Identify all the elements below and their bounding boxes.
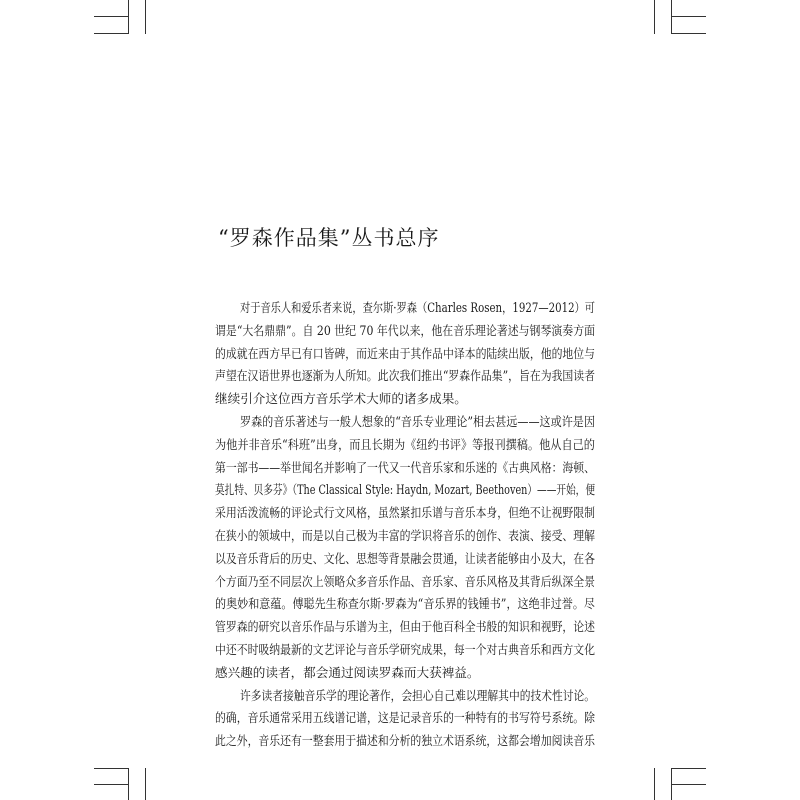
crop-mark-top-left-horizontal-inner: [94, 33, 128, 34]
text-line: 管罗森的研究以音乐作品与乐谱为主，但由于他百科全书般的知识和视野，论述: [215, 619, 595, 635]
text-line: 继续引介这位西方音乐学术大师的诸多成果。: [215, 391, 467, 407]
crop-mark-top-right-horizontal: [672, 16, 706, 17]
crop-mark-top-right-vertical: [654, 0, 655, 34]
text-line: 的成就在西方早已有口皆碑，而近来由于其作品中译本的陆续出版，他的地位与: [215, 345, 595, 361]
text-line: 对于音乐人和爱乐者来说，查尔斯·罗森（Charles Rosen，1927—2012）可: [240, 300, 595, 315]
text-line: 此之外，音乐还有一整套用于描述和分析的独立术语系统，这都会增加阅读音乐: [215, 733, 595, 749]
text-line: 的确，音乐通常采用五线谱记谱，这是记录音乐的一种特有的书写符号系统。除: [215, 710, 595, 726]
crop-mark-top-left-vertical-inner: [145, 0, 146, 34]
text-line: 在狭小的领域中，而是以自己极为丰富的学识将音乐的创作、表演、接受、理解: [215, 527, 595, 543]
crop-mark-top-right-horizontal-inner: [672, 33, 706, 34]
text-line: 以及音乐背后的历史、文化、思想等背景融会贯通，让读者能够由小及大，在各: [215, 550, 595, 566]
text-line: 声望在汉语世界也逐渐为人所知。此次我们推出“罗森作品集”，旨在为我国读者: [215, 368, 595, 384]
crop-mark-bottom-right-horizontal-inner: [672, 784, 706, 785]
text-line: 感兴趣的读者，都会通过阅读罗森而大获裨益。: [215, 664, 480, 680]
text-line: 为他并非音乐“科班”出身，而且长期为《纽约书评》等报刊撰稿。他从自己的: [215, 436, 595, 452]
crop-mark-bottom-right-vertical: [654, 768, 655, 800]
crop-mark-bottom-right-horizontal: [672, 768, 706, 769]
text-line: 谓是“大名鼎鼎”。自 20 世纪 70 年代以来，他在音乐理论著述与钢琴演奏方面: [215, 322, 595, 338]
text-line: 罗森的音乐著述与一般人想象的“音乐专业理论”相去甚远——这或许是因: [240, 413, 595, 429]
text-line: 的奥妙和意蕴。傅聪先生称查尔斯·罗森为“音乐界的钱锺书”，这绝非过誉。尽: [215, 596, 595, 612]
crop-mark-top-left-vertical: [128, 0, 129, 34]
text-line: 许多读者接触音乐学的理论著作，会担心自己难以理解其中的技术性讨论。: [240, 687, 595, 703]
text-line: 采用活泼流畅的评论式行文风格，虽然紧扣乐谱与音乐本身，但绝不让视野限制: [215, 505, 595, 521]
page-title: “罗森作品集”丛书总序: [218, 226, 440, 250]
body-text: [215, 297, 595, 753]
crop-mark-bottom-left-vertical: [128, 768, 129, 800]
crop-mark-bottom-left-horizontal-inner: [94, 784, 128, 785]
crop-mark-bottom-left-vertical-inner: [145, 768, 146, 800]
text-line: 第一部书——举世闻名并影响了一代又一代音乐家和乐迷的《古典风格：海顿、: [215, 459, 595, 475]
text-line: 中还不时吸纳最新的文艺评论与音乐学研究成果，每一个对古典音乐和西方文化: [215, 641, 595, 657]
text-line: 莫扎特、贝多芬》（The Classical Style: Haydn, Mozart, Beethoven）——开始，便: [215, 482, 595, 498]
text-line: 个方面乃至不同层次上领略众多音乐作品、音乐家、音乐风格及其背后纵深全景: [215, 573, 595, 589]
crop-mark-top-right-vertical-inner: [671, 0, 672, 34]
crop-mark-top-left-horizontal: [94, 16, 128, 17]
crop-mark-bottom-left-horizontal: [94, 768, 128, 769]
